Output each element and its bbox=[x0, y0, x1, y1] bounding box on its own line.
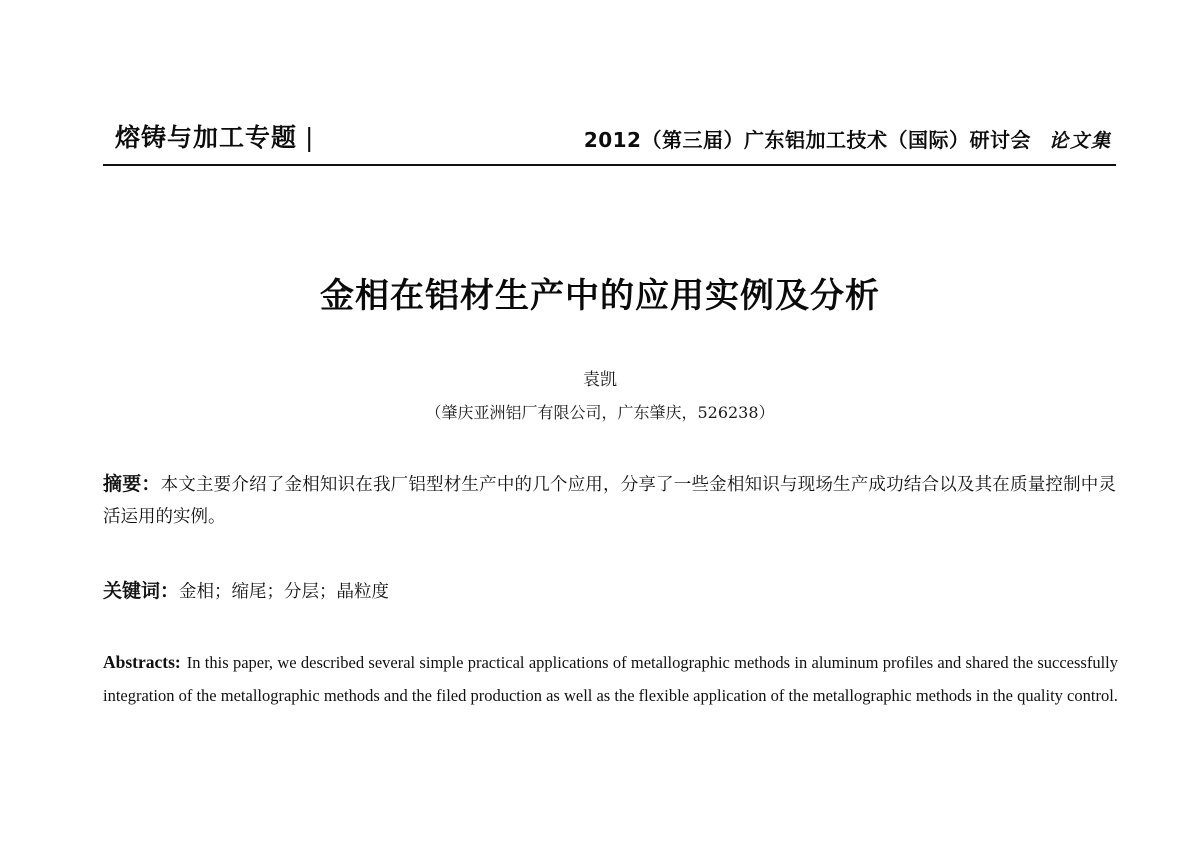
abstract-chinese-label: 摘要： bbox=[103, 473, 161, 495]
abstract-chinese-text: 本文主要介绍了金相知识在我厂铝型材生产中的几个应用，分享了一些金相知识与现场生产成功结合以及其在质量控制中灵活运用的实例。 bbox=[103, 475, 1116, 527]
running-header bbox=[103, 112, 1116, 166]
header-topic-text: 熔铸与加工专题 bbox=[115, 123, 298, 152]
header-topic bbox=[115, 118, 314, 154]
paper-author: 袁凯 bbox=[583, 370, 617, 390]
paper-title: 金相在铝材生产中的应用实例及分析 bbox=[320, 276, 880, 316]
header-collection: 论文集 bbox=[1048, 130, 1112, 152]
abstract-chinese bbox=[103, 468, 1116, 533]
paper-affiliation: （肇庆亚洲铝厂有限公司，广东肇庆，526238） bbox=[425, 403, 775, 422]
keywords-text: 金相；缩尾；分层；晶粒度 bbox=[179, 582, 390, 602]
abstract-english bbox=[103, 646, 1118, 712]
header-conference-title: 2012（第三届）广东铝加工技术（国际）研讨会 bbox=[583, 128, 1031, 152]
keywords bbox=[103, 576, 1116, 603]
header-separator: | bbox=[305, 123, 315, 152]
abstract-english-label: Abstracts: bbox=[103, 652, 181, 672]
keywords-label: 关键词： bbox=[103, 580, 180, 602]
abstract-english-text: In this paper, we described several simple practical applications of metallographic methods in aluminum profiles and shared the successfully integration of the metallographic methods and the filed production as well as the flexible application of the metallographic methods in the quality control. bbox=[103, 653, 1118, 705]
header-conference bbox=[584, 124, 1112, 153]
